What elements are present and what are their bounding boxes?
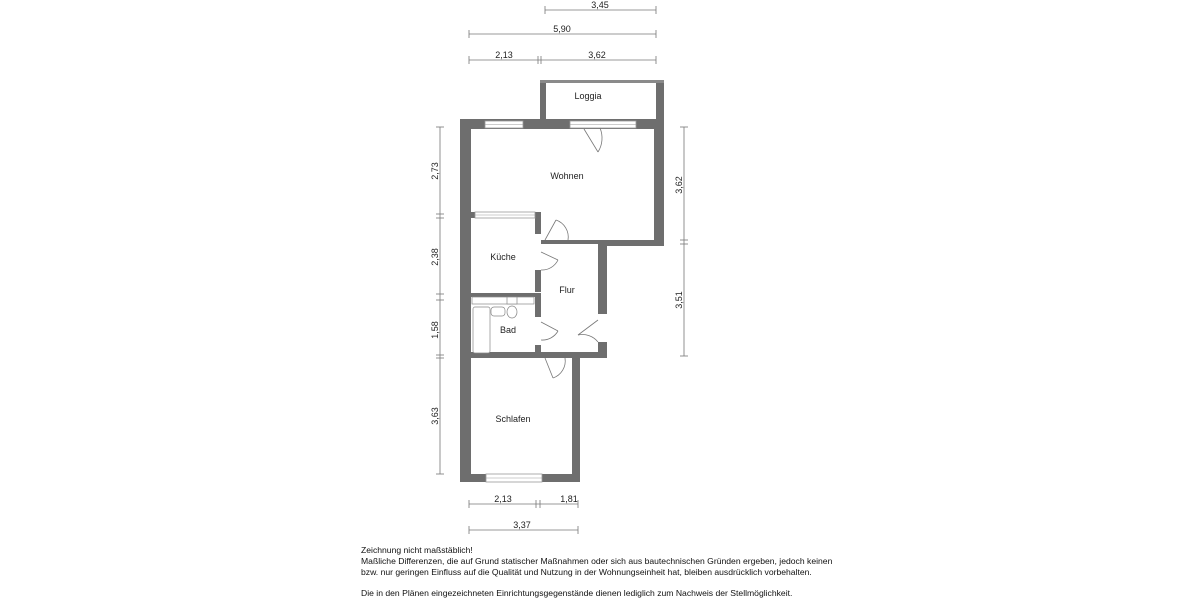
disclaimer-text-1: Maßliche Differenzen, die auf Grund statischer Maßnahmen oder sich aus bautechnischen Gründen ergeben, jedoch keinen xyxy=(361,556,833,566)
doors xyxy=(541,128,602,378)
room-label-loggia: Loggia xyxy=(574,91,602,101)
dim-top-loggia: 3,45 xyxy=(591,0,609,10)
room-label-flur: Flur xyxy=(559,285,575,295)
room-label-kueche: Küche xyxy=(490,252,516,262)
dim-bottom-right: 1,81 xyxy=(560,494,578,504)
disclaimer-title: Zeichnung nicht maßstäblich! xyxy=(361,545,473,555)
furniture-note: Die in den Plänen eingezeichneten Einrichtungsgegenstände dienen lediglich zum Nachweis der Stellmöglichkeit. xyxy=(361,588,793,598)
dim-left-3: 1,58 xyxy=(430,321,440,339)
dim-left-1: 2,73 xyxy=(430,162,440,180)
dim-right-1: 3,62 xyxy=(674,176,684,194)
dim-right-2: 3,51 xyxy=(674,291,684,309)
dim-top-total: 5,90 xyxy=(553,24,571,34)
room-label-bad: Bad xyxy=(499,325,517,335)
dim-top-right: 3,62 xyxy=(588,50,606,60)
dim-left-2: 2,38 xyxy=(430,248,440,266)
room-label-schlafen: Schlafen xyxy=(495,414,531,424)
dim-top-left: 2,13 xyxy=(495,50,513,60)
dim-bottom-total: 3,37 xyxy=(513,520,531,530)
disclaimer-notes xyxy=(361,545,881,599)
walls xyxy=(460,80,664,482)
disclaimer-text-2: bzw. nur geringen Einfluss auf die Qualität und Nutzung in der Wohnungseinheit hat, bleiben ausdrücklich vorbehalten. xyxy=(361,567,812,577)
dimension-lines xyxy=(436,6,688,534)
dim-left-4: 3,63 xyxy=(430,407,440,425)
room-labels xyxy=(490,91,601,424)
dim-bottom-left: 2,13 xyxy=(494,494,512,504)
room-label-wohnen: Wohnen xyxy=(550,171,584,181)
